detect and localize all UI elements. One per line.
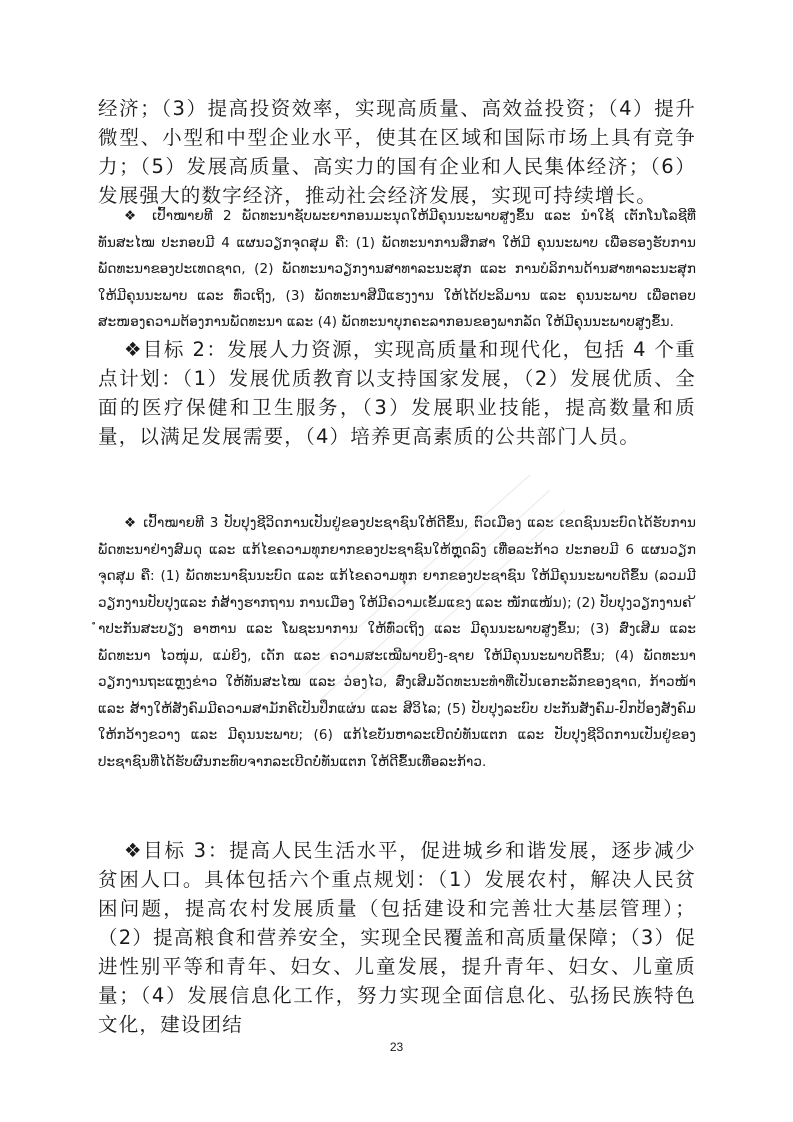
chinese-paragraph-goal3: ❖目标 3：提高人民生活水平，促进城乡和谐发展，逐步减少贫困人口。具体包括六个重点规划：（1）发展农村，解决人民贫困问题，提高农村发展质量（包括建设和完善壮大基层管理）；（2）提高粮食和营养安全，实现全民覆盖和高质量保障；（3）促进性别平等和青年、妇女、儿童发展，提升青年、妇女、儿童质量；（4）发展信息化工作，努力实现全面信息化、弘扬民族特色文化，建设团结 bbox=[98, 839, 696, 1036]
chinese-paragraph-goal1-continued: 经济；（3）提高投资效率，实现高质量、高效益投资；（4）提升微型、小型和中型企业水平，使其在区域和国际市场上具有竞争力；（5）发展高质量、高实力的国有企业和人民集体经济；（6）发展强大的数字经济，推动社会经济发展，实现可持续增长。 bbox=[98, 97, 696, 207]
lao-paragraph-goal3: ❖ ເປົ້າໝາຍທີ 3 ປັບປຸງຊີວິດການເປັນຢູ່ຂອງປະຊາຊົນໃຫ້ດີຂຶ້ນ, ຕົວເມືອງ ແລະ ເຂດຊົນນະບົດໄດ້ຮັບການພັດທະນາຢ່າງສົມດຸ ແລະ ແກ້ໄຂຄວາມທຸກຍາກຂອງປະຊາຊົນໃຫ້ຫຼຸດລົງ ເທື່ອລະກ້າວ ປະກອບມີ 6 ແຜນວຽກຈຸດສຸມ ຄື: (1) ພັດທະນາຊົນນະບົດ ແລະ ແກ້ໄຂຄວາມທຸກ ຍາກຂອງປະຊາຊົນ ໃຫ້ມີຄຸນນະພາບດີຂຶ້ນ (ລວມມີວຽກງານປັບປຸງແລະ ກໍ່ສ້າງຮາກຖານ ການເມືອງ ໃຫ້ມີຄວາມເຂັ້ມແຂງ ແລະ ໜັກແໜ້ນ); (2) ປັບປຸງວຽກງານຄ ້ ໍາປະກັນສະບຽງ ອາຫານ ແລະ ໂພຊະນາການ ໃຫ້ທົ່ວເຖິງ ແລະ ມີຄຸນນະພາບສູງຂຶ້ນ; (3) ສົ່ງເສີມ ແລະ ພັດທະນາ ໄວໜຸ່ມ, ແມ່ຍິງ, ເດັກ ແລະ ຄວາມສະເໝີພາບຍິງ-ຊາຍ ໃຫ້ມີຄຸນນະພາບດີຂຶ້ນ; (4) ພັດທະນາ ວຽກງານຖະແຫຼງຂ່າວ ໃຫ້ທັນສະໄໝ ແລະ ວ່ອງໄວ, ສົ່ງເສີມວັດທະນະທໍາທີ່ເປັນເອກະລັກຂອງຊາດ, ກ້າວໜ້າ ແລະ ສ້າງໃຫ້ສັງຄົມມີຄວາມສາມັກຄີເປັນປຶກແຜ່ນ ແລະ ສີວິໄລ; (5) ປັບປຸງລະບົບ ປະກັນສັງຄົມ-ປົກປ້ອງສັງຄົມໃຫ້ກວ້າງຂວາງ ແລະ ມີຄຸນນະພາບ; (6) ແກ້ໄຂບັນຫາລະເບີດບໍ່ທັນແຕກ ແລະ ປັບປຸງຊີວິດການເປັນຢູ່ຂອງປະຊາຊົນທີ່ໄດ້ຮັບຜົນກະທົບຈາກລະເບີດບໍ່ທັນແຕກ ໃຫ້ດີຂຶ້ນເທື່ອລະກ້າວ. bbox=[98, 515, 696, 770]
page-number: 23 bbox=[389, 1040, 404, 1054]
chinese-paragraph-goal2: ❖目标 2：发展人力资源，实现高质量和现代化，包括 4 个重点计划：（1）发展优质教育以支持国家发展，（2）发展优质、全面的医疗保健和卫生服务，（3）发展职业技能，提高数量和质量，以满足发展需要，（4）培养更高素质的公共部门人员。 bbox=[98, 338, 696, 448]
lao-paragraph-goal2: ❖ ເປົ້າໝາຍທີ 2 ພັດທະນາຊັບພະຍາກອນມະນຸດໃຫ້ມີຄຸນນະພາບສູງຂຶ້ນ ແລະ ນໍາໃຊ້ ເຕັກໂນໂລຊີທີ່ທັນສະໄໝ ປະກອບມີ 4 ແຜນວຽກຈຸດສຸມ ຄື: (1) ພັດທະນາການສຶກສາ ໃຫ້ມີ ຄຸນນະພາບ ເພື່ອຮອງຮັບການພັດທະນາຂອງປະເທດຊາດ, (2) ພັດທະນາວຽກງານສາທາລະນະສຸກ ແລະ ການບໍລິການດ້ານສາທາລະນະສຸກ ໃຫ້ມີຄຸນນະພາບ ແລະ ທົ່ວເຖິງ, (3) ພັດທະນາສີມືແຮງງານ ໃຫ້ໄດ້ປະລິມານ ແລະ ຄຸນນະພາບ ເພື່ອຕອບສະໜອງຄວາມຕ້ອງການພັດທະນາ ແລະ (4) ພັດທະນາບຸກຄະລາກອນຂອງພາກລັດ ໃຫ້ມີຄຸນນະພາບສູງຂຶ້ນ. bbox=[98, 208, 696, 330]
